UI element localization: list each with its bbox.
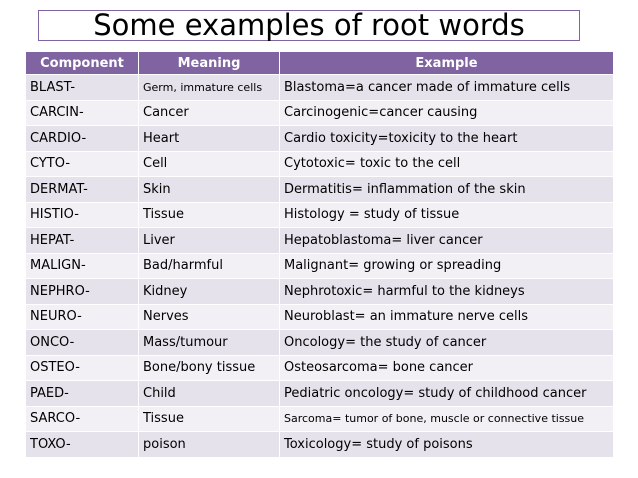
- meaning-cell: Kidney: [139, 278, 280, 304]
- example-cell: Toxicology= study of poisons: [280, 431, 613, 457]
- table-row: [26, 151, 613, 177]
- meaning-cell: Bad/harmful: [139, 253, 280, 279]
- table-row: [26, 304, 613, 330]
- meaning-cell: Skin: [139, 176, 280, 202]
- header-meaning: Meaning: [139, 52, 280, 74]
- component-cell: HEPAT-: [26, 227, 139, 253]
- meaning-cell: Tissue: [139, 202, 280, 228]
- root-words-table: [26, 52, 613, 457]
- table-row: [26, 278, 613, 304]
- meaning-cell: Cancer: [139, 100, 280, 126]
- example-cell: Dermatitis= inflammation of the skin: [280, 176, 613, 202]
- table-row: [26, 380, 613, 406]
- component-cell: CARDIO-: [26, 125, 139, 151]
- component-cell: MALIGN-: [26, 253, 139, 279]
- header-component: Component: [26, 52, 139, 74]
- table-row: [26, 125, 613, 151]
- example-cell: Oncology= the study of cancer: [280, 329, 613, 355]
- meaning-cell: Tissue: [139, 406, 280, 432]
- header-example: Example: [280, 52, 613, 74]
- example-cell: Cardio toxicity=toxicity to the heart: [280, 125, 613, 151]
- example-cell: Nephrotoxic= harmful to the kidneys: [280, 278, 613, 304]
- example-cell: Sarcoma= tumor of bone, muscle or connective tissue: [280, 406, 613, 432]
- meaning-cell: Mass/tumour: [139, 329, 280, 355]
- table-row: [26, 74, 613, 100]
- example-cell: Carcinogenic=cancer causing: [280, 100, 613, 126]
- table-row: [26, 227, 613, 253]
- example-cell: Pediatric oncology= study of childhood cancer: [280, 380, 613, 406]
- component-cell: ONCO-: [26, 329, 139, 355]
- example-cell: Osteosarcoma= bone cancer: [280, 355, 613, 381]
- component-cell: TOXO-: [26, 431, 139, 457]
- table-row: [26, 406, 613, 432]
- example-cell: Neuroblast= an immature nerve cells: [280, 304, 613, 330]
- meaning-cell: Child: [139, 380, 280, 406]
- table-row: [26, 100, 613, 126]
- component-cell: BLAST-: [26, 74, 139, 100]
- table-row: [26, 176, 613, 202]
- table-row: [26, 431, 613, 457]
- meaning-cell: Bone/bony tissue: [139, 355, 280, 381]
- table-row: [26, 355, 613, 381]
- meaning-cell: Cell: [139, 151, 280, 177]
- component-cell: OSTEO-: [26, 355, 139, 381]
- example-cell: Blastoma=a cancer made of immature cells: [280, 74, 613, 100]
- table-row: [26, 202, 613, 228]
- table-header-row: [26, 52, 613, 74]
- component-cell: SARCO-: [26, 406, 139, 432]
- example-cell: Hepatoblastoma= liver cancer: [280, 227, 613, 253]
- meaning-cell: Nerves: [139, 304, 280, 330]
- component-cell: NEURO-: [26, 304, 139, 330]
- slide-title: Some examples of root words: [93, 8, 525, 42]
- example-cell: Cytotoxic= toxic to the cell: [280, 151, 613, 177]
- example-cell: Histology = study of tissue: [280, 202, 613, 228]
- component-cell: HISTIO-: [26, 202, 139, 228]
- component-cell: CYTO-: [26, 151, 139, 177]
- meaning-cell: Heart: [139, 125, 280, 151]
- example-cell: Malignant= growing or spreading: [280, 253, 613, 279]
- meaning-cell: Germ, immature cells: [139, 74, 280, 100]
- component-cell: CARCIN-: [26, 100, 139, 126]
- table-row: [26, 329, 613, 355]
- component-cell: NEPHRO-: [26, 278, 139, 304]
- meaning-cell: Liver: [139, 227, 280, 253]
- meaning-cell: poison: [139, 431, 280, 457]
- table-row: [26, 253, 613, 279]
- title-box: [38, 10, 580, 41]
- component-cell: DERMAT-: [26, 176, 139, 202]
- component-cell: PAED-: [26, 380, 139, 406]
